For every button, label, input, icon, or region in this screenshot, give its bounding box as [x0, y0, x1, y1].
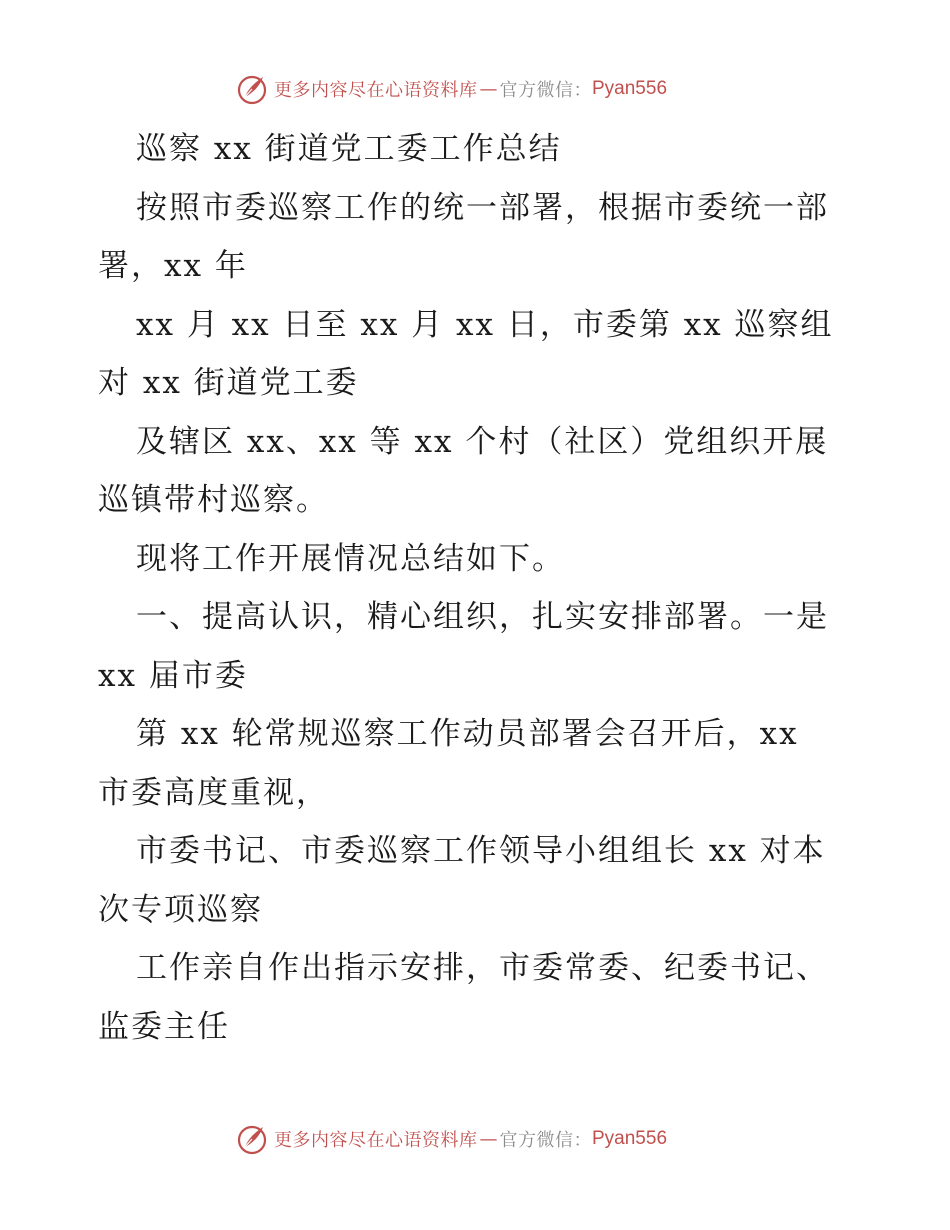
watermark-account: Pyan556 — [592, 78, 668, 99]
paragraph-line: 巡镇带村巡察。 — [98, 482, 329, 518]
header-watermark — [236, 72, 667, 106]
paragraph-line: 市委高度重视， — [98, 774, 329, 811]
watermark-separator: — — [479, 78, 498, 100]
footer-watermark — [236, 1122, 667, 1156]
paragraph-line: 市委书记、市委巡察工作领导小组组长 xx 对本 — [136, 833, 826, 869]
paragraph-line: 次专项巡察 — [98, 891, 263, 928]
watermark-main-text: 更多内容尽在心语资料库 — [274, 1130, 478, 1151]
paragraph-line: 对 xx 街道党工委 — [98, 365, 359, 401]
watermark-main-text: 更多内容尽在心语资料库 — [274, 80, 478, 101]
feather-pen-icon — [236, 73, 268, 105]
watermark-separator: — — [479, 1128, 498, 1150]
paragraph-line: 按照市委巡察工作的统一部署，根据市委统一部 — [136, 189, 829, 226]
paragraph-line: 监委主任 — [98, 1008, 230, 1045]
paragraph-line: 第 xx 轮常规巡察工作动员部署会召开后，xx — [136, 716, 799, 752]
watermark-sub-text: 官方微信： — [499, 80, 592, 101]
document-body — [98, 120, 858, 1056]
paragraph-line: 及辖区 xx、xx 等 xx 个村（社区）党组织开展 — [136, 423, 829, 460]
paragraph-line: 一、提高认识，精心组织，扎实安排部署。一是 — [136, 599, 829, 635]
watermark-sub-text: 官方微信： — [499, 1130, 592, 1151]
watermark-account: Pyan556 — [592, 1128, 668, 1149]
paragraph-line: 现将工作开展情况总结如下。 — [136, 540, 565, 577]
paragraph-line: 署，xx 年 — [98, 248, 248, 284]
paragraph-line: xx 届市委 — [98, 657, 248, 694]
document-title: 巡察 xx 街道党工委工作总结 — [136, 131, 562, 167]
paragraph-line: 工作亲自作出指示安排，市委常委、纪委书记、 — [136, 950, 829, 986]
paragraph-line: xx 月 xx 日至 xx 月 xx 日，市委第 xx 巡察组 — [136, 306, 834, 343]
feather-pen-icon — [236, 1123, 268, 1155]
